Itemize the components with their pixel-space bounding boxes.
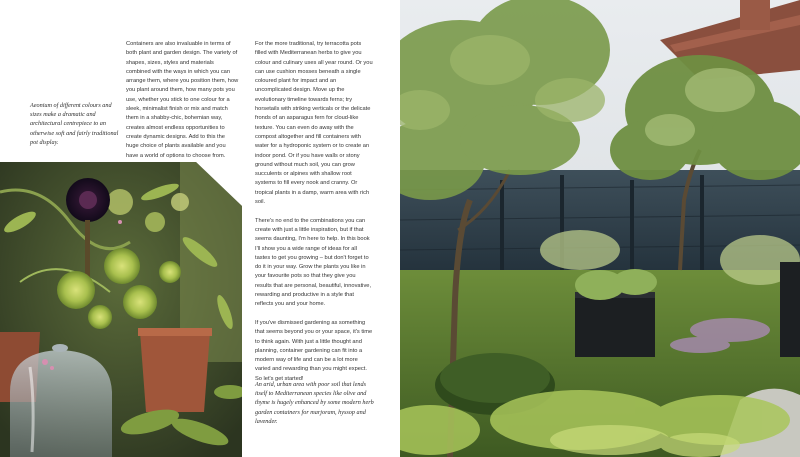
paragraph: There's no end to the combinations you can create with just a little inspiration, but if that seems daunting, I'm here to help. In this book I'll show you a wide range of ideas for all tastes to get you growing – but don't forget to do it in your way. Grow the plants you like in your favourite pots so that they give you results that are personal, beautiful, innovative, rewarding and productive in a style that reflects you and your home. [255,217,372,308]
text-column-1 [126,40,239,170]
succulent-pots-photo [0,162,242,457]
photo-caption-aeonium: Aeonium of different colours and sizes make a dramatic and architectural centrepiece to an otherwise soft and fairly traditional pot display. [30,102,119,146]
text-column-2 [255,40,373,393]
rooftop-garden-photo [400,0,800,457]
paragraph: Containers are also invaluable in terms of both plant and garden design. The variety of shapes, sizes, styles and materials combined with the ways in which you can arrange them, where you position them, how you plant around them, how many pots you use, whether you stick to one colour for a sleek, minimalist finish or mix and match them in a shabby-chic, bohemian way, creates almost endless opportunities to create dynamic designs. Add to this the huge choice of plants available and you have a world of options to choose from. [126,41,239,159]
paragraph: For the more traditional, try terracotta pots filled with Mediterranean herbs to give you colour and culinary uses all year round. Or you can use cushion mosses beneath a single coloured plant for impact and an uncomplicated design. Move up the evolutionary timeline towards ferns; try horsetails with striking verticals or the delicate fronds of an asparagus fern for cloud-like texture. You can even do away with the compost altogether and fill containers with water for a hydroponic system or to create an indoor pond. Or if you have walls or stony ground without much soil, you can grow succulents or alpines with shallow root systems to fill every nook and cranny. Or tropical plants in a damp, warm area with rich soil. [255,41,373,206]
photo-caption-rooftop: An arid, urban area with poor soil that lends itself to Mediterranean species like olive and thyme is hugely enhanced by some modern herb garden containers for marjoram, hyssop and lavender. [255,381,374,425]
paragraph: If you've dismissed gardening as something that seems beyond you or your space, it's time to think again. With just a little thought and planning, container gardening can fit into a modern way of life and can be a lot more varied and rewarding than you might expect. So let's get started! [255,319,373,382]
